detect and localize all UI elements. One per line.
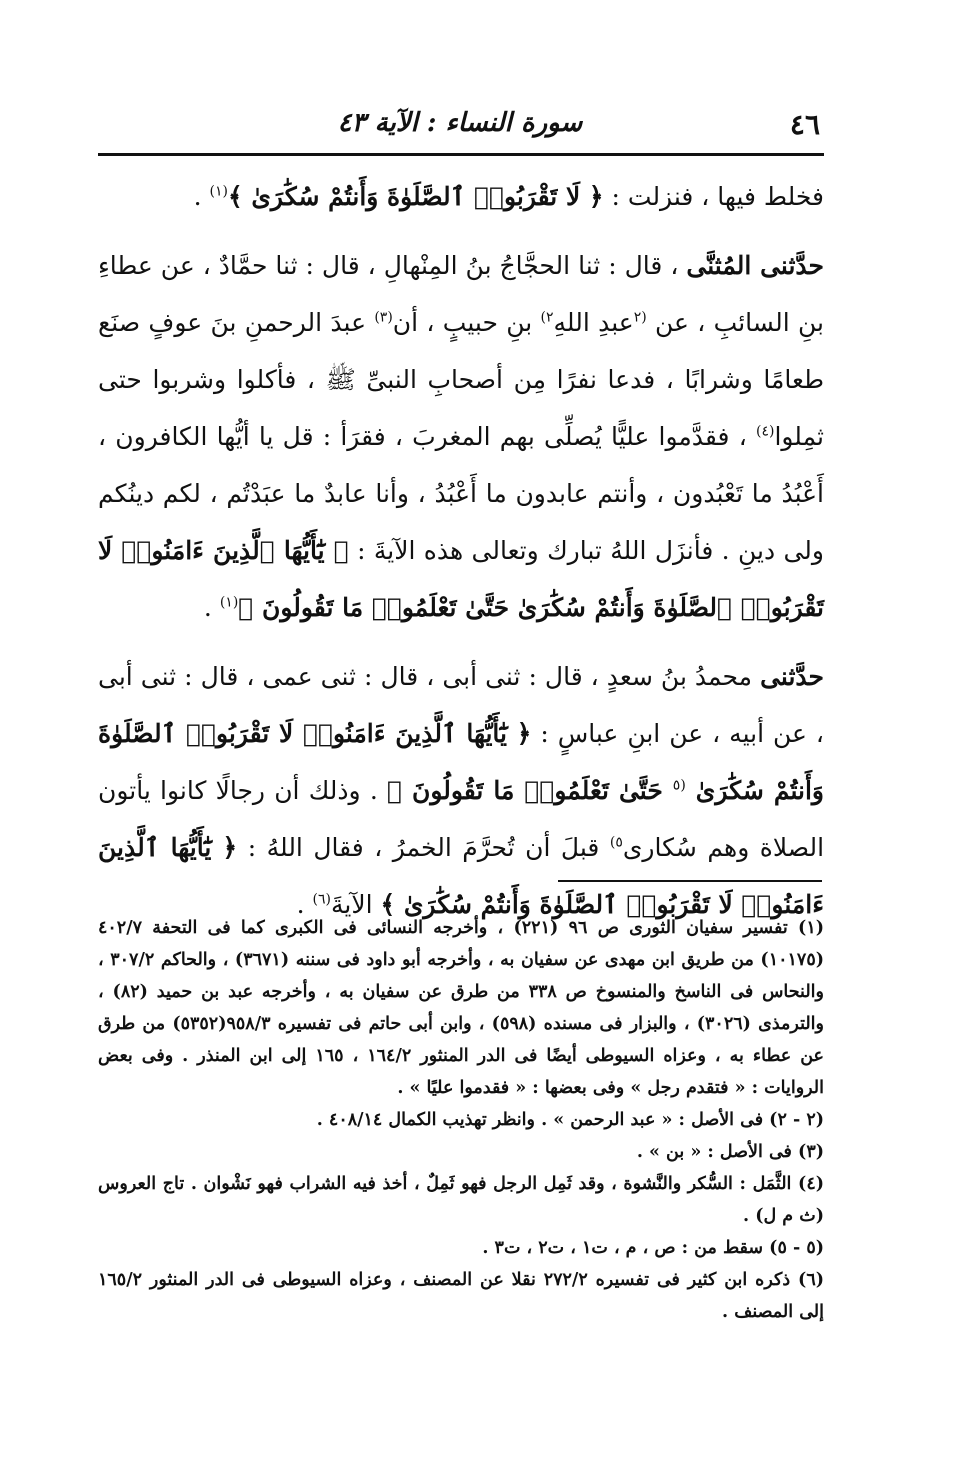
text-run: عبدَ الرحمنِ بنَ عوفٍ صنَع طعامًا وشرابًا ، فدعا نفرًا مِن أصحابِ النبىِّ ﷺ ، فأكلوا وشربوا حتى ثمِلوا [98,308,824,451]
footnote-1: (١) تفسير سفيان الثورى ص ٩٦ (٢٢١) ، وأخرجه النسائى فى الكبرى كما فى التحفة ٤٠٢/٧ (١٠١٧٥) من طريق ابن مهدى عن سفيان به ، وأخرجه أبو داود فى سننه (٣٦٧١) ، والحاكم ٣٠٧/٢ ، والنحاس فى الناسخ والمنسوخ ص ٣٣٨ من طرق عن سفيان به ، وأخرجه عبد بن حميد (٨٢) ، والترمذى (٣٠٢٦) ، والبزار فى مسنده (٥٩٨) ، وابن أبى حاتم فى تفسيره ٩٥٨/٣(٥٣٥٢) من طرق عن عطاء به ، وعزاه السيوطى أيضًا فى الدر المنثور ١٦٤/٢ ، ١٦٥ إلى ابن المنذر . وفى بعض الروايات : « فتقدم رجل » وفى بعضها : « فقدموا عليًا » . [98,918,824,1098]
footnote-4: (٤) الثَّمَل : السُّكر والنَّشوة ، وقد ثَمِل الرجل فهو ثَمِلٌ ، أخذ فيه الشراب فهو نَشْوان . تاج العروس (ث م ل) . [98,1174,824,1226]
footnote-ref: (٦) [312,891,331,908]
footnote-ref: (٥ [672,777,686,794]
surah-title: سورة النساء : الآية ٤٣ [337,108,583,138]
header-rule [98,153,824,156]
footnote-ref: (١) [219,594,239,611]
text-run: ، فقدَّموا عليًّا يُصلِّى بهم المغربَ ، فقرَأ : قل يا أيُّها الكافرون ، أَعْبُدُ ما تَعْبُدون ، وأنتم عابدون ما أَعْبُدُ ، وأنا عابدٌ ما عبَدْتُم ، لكم دينُكم ولى دينِ . فأنزَل اللهُ تبارك وتعالى هذه الآيةَ : [98,422,824,565]
paragraph-1 [98,168,824,225]
footnote-ref: (١) [209,183,229,200]
footnote-ref: ٢) [540,309,554,326]
paragraph-2 [98,237,824,636]
footnote-separator [558,880,822,882]
footnote-ref: (٣) [374,309,393,326]
quran-verse: ﴿ يَٰٓأَيُّهَا ٱلَّذِينَ ءَامَنُوا۟ لَا تَقْرَبُوا۟ ٱلصَّلَوٰةَ وَأَنتُمْ سُكَٰرَىٰ [98,719,824,805]
footnote-5: (٥ - ٥) سقط من : ص ، م ، ت١ ، ت٢ ، ت٣ . [482,1238,824,1258]
quran-verse: حَتَّىٰ تَعْلَمُوا۟ مَا تَقُولُونَ ﴾ [386,776,673,805]
paragraph-3 [98,648,824,933]
footnote-2: (٢ - ٢) فى الأصل : « عبد الرحمن » . وانظر تهذيب الكمال ٤٠٨/١٤ . [316,1110,824,1130]
text-run: . [296,890,313,919]
text-run: محمدُ بنُ سعدٍ ، قال : ثنى أبى ، قال : ثنى عمى ، قال : ثنى أبى ، عن أبيه ، عن ابنِ عباسٍ : [98,662,824,748]
quran-verse: ﴿ يَٰٓأَيُّهَا ٱلَّذِينَ ءَامَنُوا۟ لَا تَقْرَبُوا۟ ٱلصَّلَوٰةَ وَأَنتُمْ سُكَٰرَىٰ حَتَّىٰ تَعْلَمُوا۟ مَا تَقُولُونَ ﴾ [98,536,824,622]
main-text [98,168,824,933]
text-run: ، قال : ثنا الحجَّاجُ بنُ المِنْهالِ ، قال : ثنا حمَّادٌ ، عن عطاءِ بنِ السائبِ ، عن [98,251,824,337]
footnote-3: (٣) فى الأصل : « بن » . [636,1142,824,1162]
text-run: الآيةَ [331,890,381,919]
text-run: قبلَ أن تُحرَّمَ الخمرُ ، فقال اللهُ : [237,833,610,862]
text-run: . [203,593,220,622]
footnotes [98,912,824,1328]
text-run: عبدِ اللهِ [553,308,634,337]
text-run: . [193,182,210,211]
text-run: فخلط فيها ، فنزلت : [603,182,824,211]
text-run: بنِ حبيبٍ ، أن [392,308,541,337]
narration-lead: حدَّثنى المُثنَّى [686,251,825,280]
quran-verse: ﴿ لَا تَقْرَبُوا۟ ٱلصَّلَوٰةَ وَأَنتُمْ سُكَٰرَىٰ ﴾ [228,182,604,211]
running-header [100,108,820,148]
page-number: ٤٦ [789,108,820,141]
footnote-6: (٦) ذكره ابن كثير فى تفسيره ٢٧٢/٢ نقلا عن المصنف ، وعزاه السيوطى فى الدر المنثور ١٦٥/٢ إلى المصنف . [98,1270,824,1322]
footnote-ref: (٤) [755,423,775,440]
footnote-ref: ٥) [609,834,623,851]
narration-lead: حدَّثنى [760,662,824,691]
text-run: . وذلك أن رجالًا كانوا يأتون الصلاة وهم سُكارى [98,776,825,862]
footnote-ref: (٢ [633,309,647,326]
quran-verse: ﴿ يَٰٓأَيُّهَا ٱلَّذِينَ ءَامَنُوا۟ لَا تَقْرَبُوا۟ ٱلصَّلَوٰةَ وَأَنتُمْ سُكَٰرَىٰ ﴾ [98,833,824,919]
